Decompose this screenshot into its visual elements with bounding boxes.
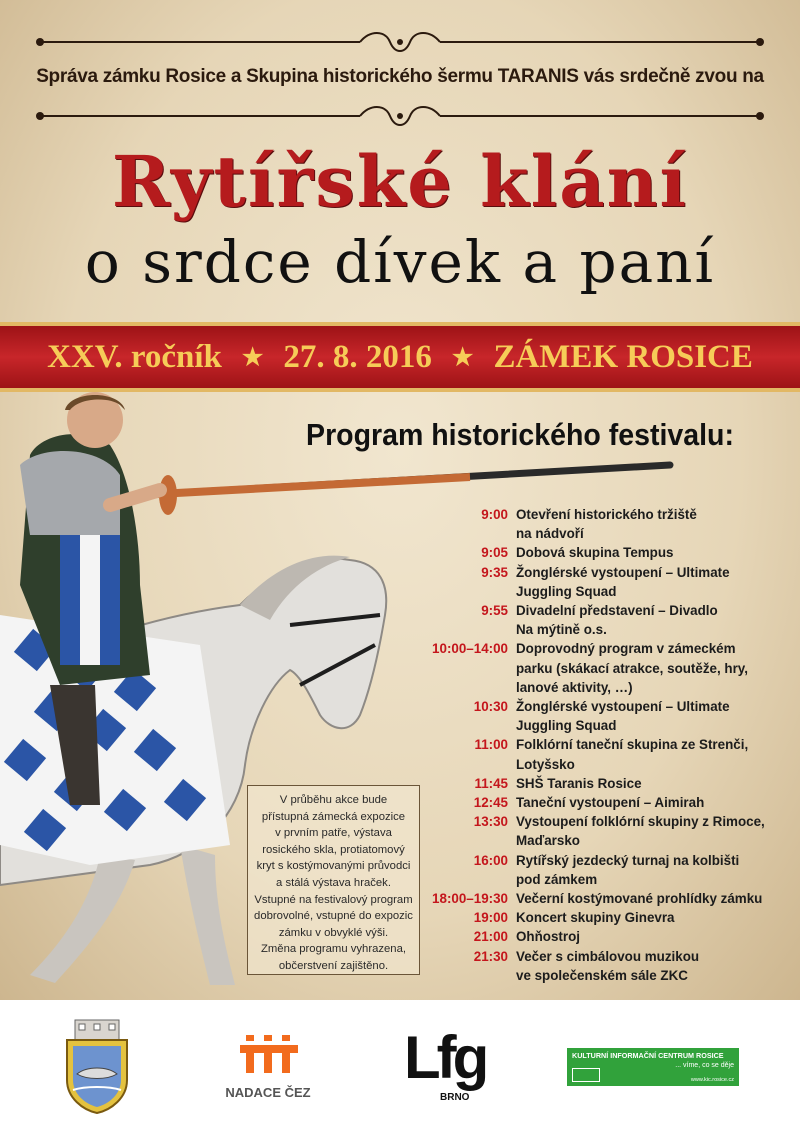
program-time: 13:30 [473,814,508,830]
cez-foundation-icon [240,1033,298,1077]
program-time: 21:00 [473,929,508,945]
program-row [420,563,780,601]
kic-slogan: ... víme, co se děje [675,1062,734,1069]
kic-box-icon [572,1068,600,1082]
ornament-divider-icon [0,30,800,54]
program-activity-line: Juggling Squad [516,583,617,599]
program-row [420,639,780,697]
program-time: 16:00 [473,852,508,868]
program-activity [516,543,780,562]
program-activity-line: Koncert skupiny Ginevra [516,910,675,926]
event-banner [0,322,800,392]
program-activity-line: Večerní kostýmované prohlídky zámku [516,891,763,907]
program-activity-line: Taneční vystoupení – Aimirah [516,795,705,811]
invitation-text: Správa zámku Rosice a Skupina historického šermu TARANIS vás srdečně zvou na [36,66,764,87]
program-time: 11:45 [474,775,508,791]
sub-title: o srdce dívek a paní [84,228,716,296]
kic-url: www.kic.rosice.cz [690,1077,734,1083]
program-activity [516,774,780,793]
notice-line: Změna programu vyhrazena, [260,943,407,956]
program-activity-line: SHŠ Taranis Rosice [516,775,642,791]
program-activity-line: lanové aktivity, …) [516,679,633,695]
notice-line: rosického skla, protiatomový [262,843,405,856]
ornament-divider-icon [0,104,800,128]
program-activity [516,697,780,735]
program-activity-line: Večer s cimbálovou muzikou [516,948,700,964]
program-activity-line: Na mýtině o.s. [516,622,607,638]
program-time: 10:30 [473,699,508,715]
program-activity [516,735,780,773]
program-activity [516,908,780,927]
program-row [420,735,780,773]
edition-label: XXV. ročník [47,338,222,375]
kic-logo-icon [567,1048,739,1086]
program-time: 11:00 [474,737,508,753]
program-row [420,927,780,946]
program-activity-line: na nádvoří [516,526,584,542]
program-time: 21:30 [473,948,508,964]
program-row [420,793,780,812]
program-activity-line: Folklórní taneční skupina ze Strenči, [516,737,749,753]
program-activity-line: Otevření historického tržiště [516,507,697,522]
program-activity [516,947,780,985]
info-notice-box [247,785,420,975]
notice-line: a stálá výstava hraček. [276,876,391,889]
notice-line: v prvním patře, výstava [275,827,392,840]
notice-line: kryt s kostýmovanými průvodci [256,860,411,873]
notice-line: zámku v obvyklé výši. [278,926,389,939]
program-title: Program historického festivalu: [306,417,734,452]
star-icon: ★ [241,344,264,371]
program-activity [516,812,780,850]
program-activity [516,851,780,889]
program-activity-line: Doprovodný program v zámeckém [516,641,736,657]
program-activity-line: Maďarsko [516,833,580,849]
program-activity [516,927,780,946]
program-row [420,889,780,908]
program-activity [516,505,780,543]
rosice-coat-of-arms-icon [63,1018,131,1114]
program-time: 9:55 [481,603,508,619]
program-activity-line: Žonglérské vystoupení – Ultimate [516,699,730,715]
program-time: 12:45 [473,795,508,811]
program-activity-line: Ohňostroj [516,929,580,945]
program-row [420,908,780,927]
notice-line: dobrovolné, vstupné do expozic [254,910,413,923]
program-row [420,851,780,889]
program-row [420,601,780,639]
lfg-city-label: BRNO [440,1092,470,1103]
program-time: 18:00–19:30 [432,891,508,907]
program-row [420,543,780,562]
notice-line: Vstupné na festivalový program [254,893,413,906]
lfg-logo-icon: Lfg [404,1024,486,1091]
program-row [420,505,780,543]
program-time: 10:00–14:00 [432,641,508,657]
notice-line: přístupná zámecká expozice [261,810,406,823]
event-date: 27. 8. 2016 [283,338,432,375]
program-activity-line: Juggling Squad [516,718,617,734]
notice-line: V průběhu akce bude [279,794,388,806]
program-row [420,697,780,735]
program-activity [516,793,780,812]
program-row [420,774,780,793]
cez-foundation-label: NADACE ČEZ [225,1085,311,1100]
program-time: 9:00 [481,507,508,522]
program-activity [516,563,780,601]
kic-name: KULTURNÍ INFORMAČNÍ CENTRUM ROSICE [572,1051,724,1060]
program-activity [516,601,780,639]
program-time: 9:35 [481,564,508,580]
program-activity-line: Lotyšsko [516,756,575,772]
program-schedule [420,505,780,985]
program-time: 9:05 [481,545,508,561]
program-activity-line: parku (skákací atrakce, soutěže, hry, [516,660,748,676]
program-activity-line: Dobová skupina Tempus [516,545,674,561]
program-activity-line: pod zámkem [516,871,598,887]
program-time: 19:00 [473,910,508,926]
star-icon: ★ [451,344,474,371]
program-activity-line: Žonglérské vystoupení – Ultimate [516,564,730,580]
program-activity [516,889,780,908]
program-row [420,947,780,985]
notice-line: občerstvení zajištěno. [278,959,389,972]
main-title: Rytířské klání [111,140,689,223]
program-activity-line: ve společenském sále ZKC [516,967,688,983]
program-activity-line: Vystoupení folklórní skupiny z Rimoce, [516,814,765,830]
program-row [420,812,780,850]
program-activity-line: Divadelní představení – Divadlo [516,603,718,619]
event-venue: ZÁMEK ROSICE [493,338,753,375]
program-activity [516,639,780,697]
program-activity-line: Rytířský jezdecký turnaj na kolbišti [516,852,740,868]
